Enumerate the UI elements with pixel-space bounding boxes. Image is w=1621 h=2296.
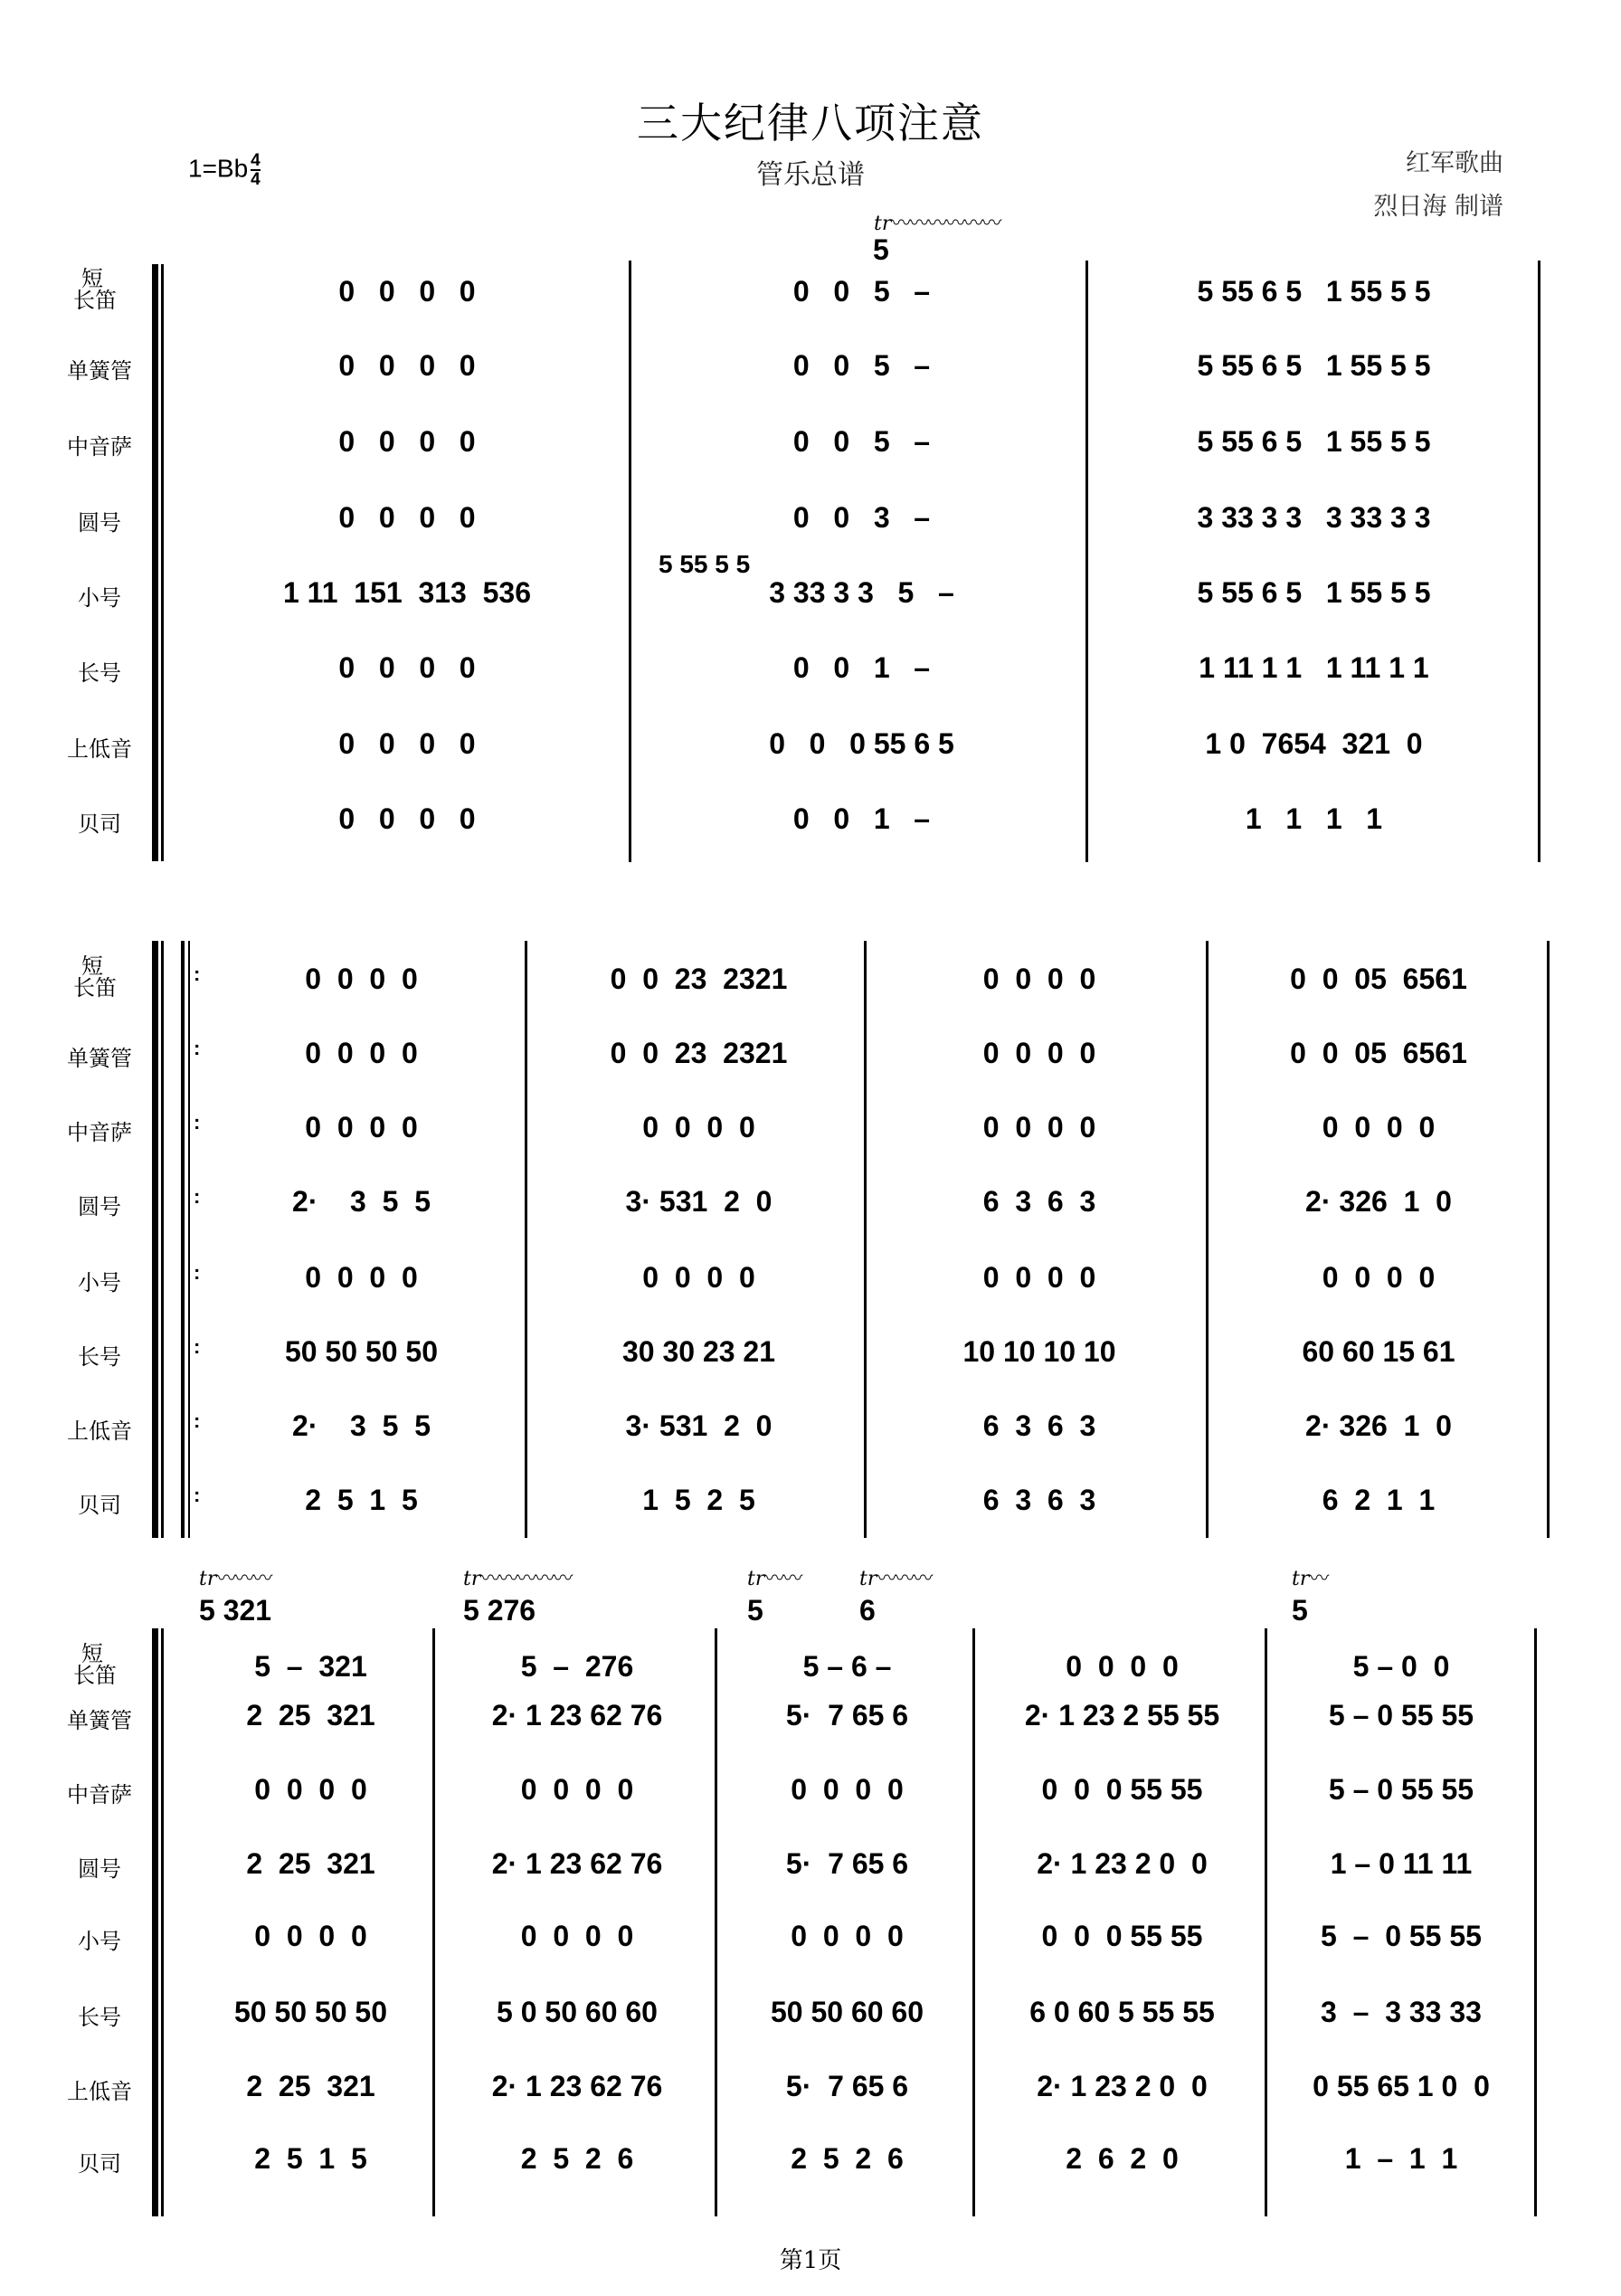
instrument-label: 长号 [78, 660, 121, 686]
instrument-label: 中音萨 [67, 1120, 132, 1145]
measure: 3· 531 2 0 [625, 1409, 773, 1442]
measure: 1 – 1 1 [1344, 2141, 1458, 2175]
instrument-label: 短 长笛 [73, 266, 117, 313]
measure: 0 0 5 – [792, 348, 931, 382]
trill-upper-note: 5 [747, 1594, 763, 1627]
barline [629, 261, 631, 862]
trill-mark: tr〰〰 [747, 1568, 801, 1590]
trill-mark: tr〰〰〰〰〰〰 [874, 213, 1000, 235]
instrument-label: 圆号 [78, 510, 121, 536]
credit-arranger: 烈日海 制谱 [1373, 193, 1503, 221]
trumpet-upper-voice: 5 55 5 5 [659, 550, 751, 578]
measure: 2 25 321 [246, 2069, 375, 2102]
measure: 0 0 0 0 [338, 348, 476, 382]
repeat-dots: : [194, 1484, 201, 1506]
instrument-label: 贝司 [78, 811, 121, 837]
measure: 0 0 0 0 [1066, 1649, 1179, 1683]
time-bottom: 4 [251, 170, 261, 189]
measure: 2· 1 23 62 76 [491, 1846, 663, 1880]
measure: 3 – 3 33 33 [1321, 1995, 1482, 2028]
measure: 0 55 65 1 0 0 [1313, 2069, 1490, 2102]
page-number: 第1页 [779, 2247, 842, 2274]
measure: 2· 3 5 5 [292, 1409, 431, 1442]
measure: 5 – 0 55 55 [1321, 1919, 1482, 1952]
measure: 0 0 1 – [792, 802, 931, 835]
instrument-label: 小号 [78, 1270, 121, 1295]
measure: 5· 7 65 6 [785, 2069, 909, 2102]
instrument-label: 圆号 [78, 1194, 121, 1219]
repeat-dots: : [194, 1335, 201, 1358]
measure: 5 0 50 60 60 [497, 1995, 658, 2028]
measure: 2 25 321 [246, 1698, 375, 1731]
instrument-label: 中音萨 [67, 434, 132, 460]
instrument-label: 小号 [78, 1929, 121, 1954]
measure: 3 33 3 3 5 – [769, 575, 954, 609]
measure: 2 5 1 5 [254, 2141, 367, 2175]
trill-upper-note: 5 [1292, 1594, 1308, 1627]
measure: 0 0 0 55 55 [1041, 1772, 1203, 1806]
measure: 0 0 0 0 [642, 1110, 755, 1143]
measure: 10 10 10 10 [962, 1334, 1116, 1368]
measure: 5 55 6 5 1 55 5 5 [1197, 274, 1431, 308]
measure: 0 0 0 0 [982, 1110, 1096, 1143]
barline [864, 941, 867, 1538]
measure: 0 0 5 – [792, 274, 931, 308]
measure: 2· 1 23 62 76 [491, 2069, 663, 2102]
barline [525, 941, 527, 1538]
measure: 2 25 321 [246, 1846, 375, 1880]
measure: 0 0 0 0 [982, 1036, 1096, 1069]
measure: 1 11 1 1 1 11 1 1 [1199, 650, 1429, 684]
measure: 0 0 0 0 [338, 726, 476, 760]
measure: 5 – 321 [254, 1649, 367, 1683]
instrument-label: 上低音 [67, 736, 132, 762]
barline [715, 1628, 717, 2216]
trill-upper-note: 5 321 [199, 1594, 272, 1627]
instrument-label: 小号 [78, 585, 121, 611]
measure: 1 11 151 313 536 [282, 575, 532, 609]
measure: 6 3 6 3 [982, 1409, 1096, 1442]
measure: 1 0 7654 321 0 [1205, 726, 1423, 760]
measure: 1 5 2 5 [642, 1483, 755, 1516]
measure: 30 30 23 21 [621, 1334, 776, 1368]
measure: 50 50 60 60 [770, 1995, 924, 2028]
trill-upper-note: 5 [873, 233, 889, 266]
measure: 0 0 0 0 [305, 1260, 418, 1294]
measure: 0 0 0 0 [1322, 1260, 1436, 1294]
measure: 0 0 0 55 6 5 [769, 726, 954, 760]
measure: 1 – 0 11 11 [1330, 1846, 1473, 1880]
time-top: 4 [251, 151, 261, 170]
repeat-dots: : [194, 1409, 201, 1432]
measure: 2 5 1 5 [305, 1483, 418, 1516]
repeat-start-thin [188, 941, 190, 1538]
instrument-label: 圆号 [78, 1856, 121, 1882]
measure: 6 3 6 3 [982, 1184, 1096, 1218]
measure: 0 0 1 – [792, 650, 931, 684]
measure: 0 0 0 0 [1322, 1110, 1436, 1143]
trill-mark: tr〰〰〰 [859, 1568, 932, 1590]
measure: 0 0 05 6561 [1290, 1036, 1467, 1069]
instrument-label: 单簧管 [67, 1708, 132, 1733]
trill-upper-note: 6 [859, 1594, 876, 1627]
instrument-label: 上低音 [67, 1418, 132, 1444]
measure: 5· 7 65 6 [785, 1698, 909, 1731]
measure: 5· 7 65 6 [785, 1846, 909, 1880]
system-brace [152, 941, 158, 1538]
measure: 50 50 50 50 [233, 1995, 388, 2028]
barline [1538, 261, 1540, 862]
measure: 0 0 0 0 [982, 1260, 1096, 1294]
measure: 5 55 6 5 1 55 5 5 [1197, 348, 1431, 382]
measure: 2· 326 1 0 [1305, 1184, 1452, 1218]
system-brace-line [161, 941, 164, 1538]
measure: 3· 531 2 0 [625, 1184, 773, 1218]
measure: 0 0 5 – [792, 424, 931, 458]
measure: 0 0 0 0 [791, 1772, 904, 1806]
trill-mark: tr〰〰〰 [199, 1568, 271, 1590]
measure: 0 0 23 2321 [610, 1036, 788, 1069]
measure: 5 – 0 0 [1352, 1649, 1450, 1683]
instrument-label: 单簧管 [67, 1046, 132, 1071]
score-title: 三大纪律八项注意 [637, 99, 984, 147]
repeat-dots: : [194, 963, 201, 985]
repeat-dots: : [194, 1185, 201, 1208]
barline [1265, 1628, 1267, 2216]
measure: 3 33 3 3 3 33 3 3 [1197, 500, 1431, 534]
measure: 0 0 0 0 [305, 962, 418, 995]
instrument-label: 短 长笛 [73, 1641, 117, 1688]
barline [972, 1628, 975, 2216]
instrument-label: 长号 [78, 1344, 121, 1370]
trill-mark: tr〰〰〰〰〰 [463, 1568, 572, 1590]
measure: 0 0 0 55 55 [1041, 1919, 1203, 1952]
repeat-dots: : [194, 1111, 201, 1134]
measure: 2 6 2 0 [1066, 2141, 1179, 2175]
trill-upper-note: 5 276 [463, 1594, 536, 1627]
measure: 0 0 05 6561 [1290, 962, 1467, 995]
measure: 1 1 1 1 [1245, 802, 1383, 835]
measure: 0 0 0 0 [254, 1919, 367, 1952]
measure: 2 5 2 6 [520, 2141, 634, 2175]
instrument-label: 短 长笛 [73, 954, 117, 1001]
measure: 0 0 0 0 [338, 500, 476, 534]
measure: 2 5 2 6 [791, 2141, 904, 2175]
measure: 0 0 0 0 [305, 1110, 418, 1143]
measure: 5 55 6 5 1 55 5 5 [1197, 424, 1431, 458]
trill-mark: tr〰 [1292, 1568, 1328, 1590]
repeat-start-barline [181, 941, 185, 1538]
barline [1534, 1628, 1537, 2216]
barline [1206, 941, 1209, 1538]
time-signature [251, 152, 261, 188]
measure: 5 55 6 5 1 55 5 5 [1197, 575, 1431, 609]
instrument-label: 贝司 [78, 2151, 121, 2177]
barline [1547, 941, 1550, 1538]
instrument-label: 贝司 [78, 1493, 121, 1518]
measure: 0 0 0 0 [338, 274, 476, 308]
measure: 0 0 0 0 [338, 802, 476, 835]
measure: 0 0 0 0 [254, 1772, 367, 1806]
measure: 0 0 0 0 [520, 1772, 634, 1806]
measure: 0 0 0 0 [338, 650, 476, 684]
measure: 6 3 6 3 [982, 1483, 1096, 1516]
measure: 2· 1 23 2 0 0 [1037, 2069, 1208, 2102]
measure: 5 – 0 55 55 [1328, 1772, 1474, 1806]
measure: 0 0 3 – [792, 500, 931, 534]
measure: 0 0 0 0 [982, 962, 1096, 995]
measure: 5 – 6 – [802, 1649, 892, 1683]
key-signature [188, 152, 261, 188]
score-subtitle: 管乐总谱 [756, 159, 865, 191]
key-text: 1=Bb [188, 154, 249, 183]
barline [432, 1628, 435, 2216]
measure: 2· 1 23 62 76 [491, 1698, 663, 1731]
repeat-dots: : [194, 1261, 201, 1284]
measure: 0 0 0 0 [642, 1260, 755, 1294]
measure: 5 – 0 55 55 [1328, 1698, 1474, 1731]
credit-source: 红军歌曲 [1406, 149, 1503, 177]
measure: 60 60 15 61 [1302, 1334, 1455, 1368]
measure: 0 0 0 0 [305, 1036, 418, 1069]
measure: 2· 1 23 2 55 55 [1024, 1698, 1220, 1731]
barline [1085, 261, 1088, 862]
measure: 5 – 276 [520, 1649, 634, 1683]
measure: 6 0 60 5 55 55 [1029, 1995, 1215, 2028]
instrument-label: 长号 [78, 2005, 121, 2030]
repeat-dots: : [194, 1037, 201, 1059]
measure: 2· 1 23 2 0 0 [1037, 1846, 1208, 1880]
measure: 50 50 50 50 [284, 1334, 439, 1368]
measure: 0 0 0 0 [338, 424, 476, 458]
measure: 2· 326 1 0 [1305, 1409, 1452, 1442]
measure: 0 0 0 0 [520, 1919, 634, 1952]
measure: 0 0 23 2321 [610, 962, 788, 995]
instrument-label: 单簧管 [67, 358, 132, 384]
instrument-label: 中音萨 [67, 1782, 132, 1807]
measure: 6 2 1 1 [1322, 1483, 1436, 1516]
measure: 0 0 0 0 [791, 1919, 904, 1952]
measure: 2· 3 5 5 [292, 1184, 431, 1218]
instrument-label: 上低音 [67, 2079, 132, 2104]
